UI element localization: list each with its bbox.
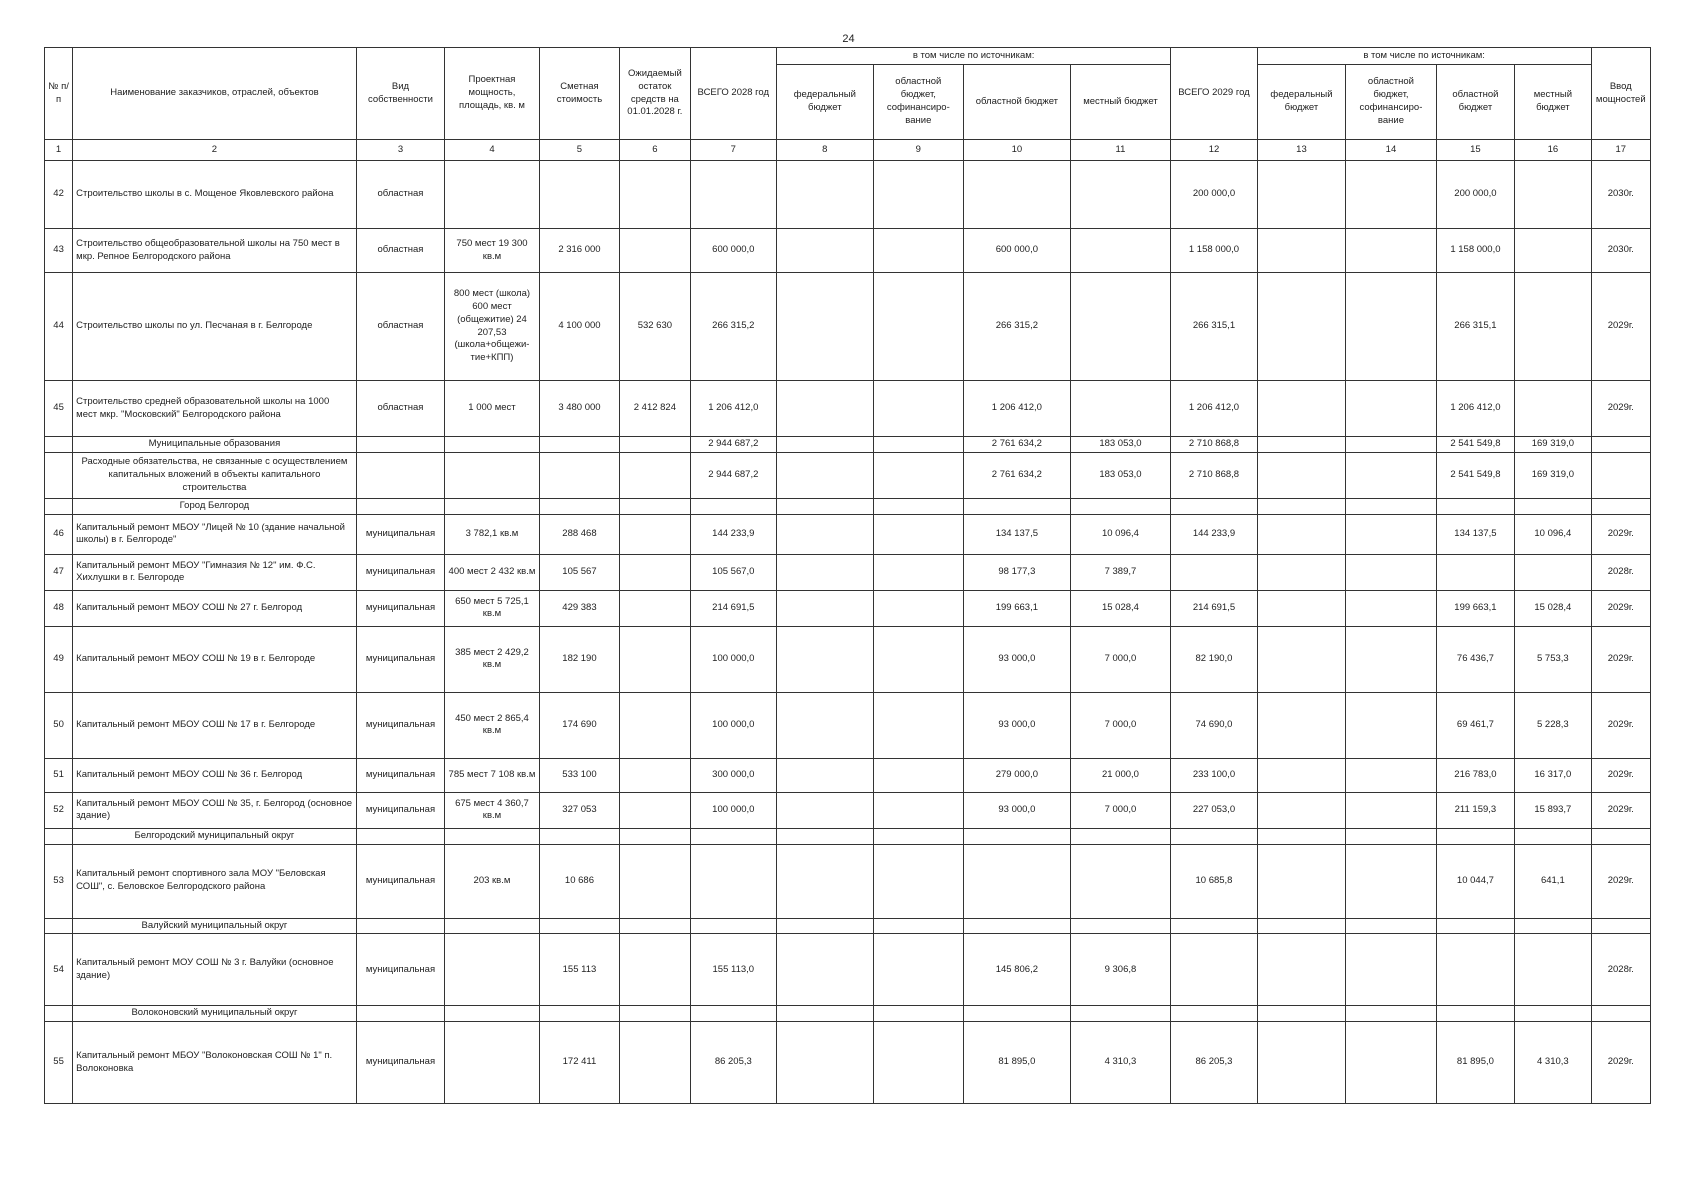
row-reg-2029: 1 158 000,0	[1436, 229, 1514, 273]
table-row	[45, 626, 1651, 692]
row-num: 42	[45, 161, 73, 229]
row-loc-2028	[1070, 229, 1171, 273]
header-fed-2028: федеральный бюджет	[777, 65, 874, 140]
row-loc-2028: 7 000,0	[1070, 692, 1171, 758]
table-row	[45, 934, 1651, 1006]
row-name: Капитальный ремонт МОУ СОШ № 3 г. Валуйки (основное здание)	[73, 934, 357, 1006]
row-total-2028: 300 000,0	[690, 758, 776, 792]
row-total-2029: 1 206 412,0	[1171, 381, 1257, 437]
header-cofin-2029: областной бюджет, софинансиро-вание	[1346, 65, 1437, 140]
row-commission: 2030г.	[1591, 161, 1650, 229]
row-cost: 288 468	[539, 514, 619, 554]
row-remaining	[620, 229, 690, 273]
header-total-2028: ВСЕГО 2028 год	[690, 48, 776, 140]
row-reg-2028: 134 137,5	[964, 514, 1071, 554]
row-remaining	[620, 1022, 690, 1104]
row-name: Строительство школы по ул. Песчаная в г. Белгороде	[73, 273, 357, 381]
group-label: Валуйский муниципальный округ	[73, 918, 357, 934]
row-reg-2028: 145 806,2	[964, 934, 1071, 1006]
row-total-2029: 74 690,0	[1171, 692, 1257, 758]
subtotal-label: Расходные обязательства, не связанные с осуществлением капитальных вложений в объекты капитального строительства	[73, 453, 357, 499]
row-loc-2028: 4 310,3	[1070, 1022, 1171, 1104]
row-name: Капитальный ремонт МБОУ "Лицей № 10 (здание начальной школы) в г. Белгороде"	[73, 514, 357, 554]
row-reg-2029: 199 663,1	[1436, 590, 1514, 626]
row-total-2028: 105 567,0	[690, 554, 776, 590]
row-ownership: муниципальная	[356, 758, 444, 792]
col-number: 7	[690, 140, 776, 161]
row-reg-2028	[964, 161, 1071, 229]
row-remaining	[620, 554, 690, 590]
row-reg-2028: 93 000,0	[964, 692, 1071, 758]
row-capacity	[445, 934, 540, 1006]
row-reg-2028	[964, 844, 1071, 918]
col-number: 10	[964, 140, 1071, 161]
header-sources-2028: в том числе по источникам:	[777, 48, 1171, 65]
col-number: 13	[1257, 140, 1345, 161]
row-name: Капитальный ремонт спортивного зала МОУ "Беловская СОШ", с. Беловское Белгородского района	[73, 844, 357, 918]
row-reg-2029: 211 159,3	[1436, 792, 1514, 828]
row-cost: 533 100	[539, 758, 619, 792]
row-capacity: 675 мест 4 360,7 кв.м	[445, 792, 540, 828]
row-capacity: 800 мест (школа) 600 мест (общежитие) 24 207,53 (школа+общежи-тие+КПП)	[445, 273, 540, 381]
row-fed-2028	[777, 229, 874, 273]
row-commission: 2029г.	[1591, 626, 1650, 692]
row-num: 52	[45, 792, 73, 828]
table-row	[45, 844, 1651, 918]
row-loc-2028: 7 000,0	[1070, 626, 1171, 692]
row-num: 51	[45, 758, 73, 792]
row-total-2028: 144 233,9	[690, 514, 776, 554]
row-capacity: 1 000 мест	[445, 381, 540, 437]
table-row	[45, 758, 1651, 792]
row-capacity: 3 782,1 кв.м	[445, 514, 540, 554]
row-cost: 172 411	[539, 1022, 619, 1104]
row-name: Капитальный ремонт МБОУ СОШ № 35, г. Белгород (основное здание)	[73, 792, 357, 828]
row-reg-2029	[1436, 554, 1514, 590]
row-num: 53	[45, 844, 73, 918]
row-loc-2029	[1515, 554, 1591, 590]
row-reg-2028: 1 206 412,0	[964, 381, 1071, 437]
header-cost: Сметная стоимость	[539, 48, 619, 140]
row-reg-2028: 600 000,0	[964, 229, 1071, 273]
table-row	[45, 381, 1651, 437]
col-number: 16	[1515, 140, 1591, 161]
row-total-2029: 10 685,8	[1171, 844, 1257, 918]
budget-table	[44, 47, 1651, 1104]
row-commission: 2029г.	[1591, 514, 1650, 554]
group-header-row	[45, 499, 1651, 515]
table-row	[45, 692, 1651, 758]
row-reg-2029: 266 315,1	[1436, 273, 1514, 381]
table-row	[45, 1022, 1651, 1104]
row-loc-2029: 4 310,3	[1515, 1022, 1591, 1104]
row-commission: 2029г.	[1591, 792, 1650, 828]
row-total-2028	[690, 844, 776, 918]
row-commission: 2029г.	[1591, 381, 1650, 437]
col-number: 8	[777, 140, 874, 161]
row-ownership: муниципальная	[356, 554, 444, 590]
header-loc-2028: местный бюджет	[1070, 65, 1171, 140]
row-cofin-2028	[873, 161, 964, 229]
row-cost: 429 383	[539, 590, 619, 626]
table-row	[45, 554, 1651, 590]
subtotal-loc-2029: 169 319,0	[1515, 453, 1591, 499]
row-reg-2028: 279 000,0	[964, 758, 1071, 792]
subtotal-total-2028: 2 944 687,2	[690, 437, 776, 453]
row-reg-2028: 93 000,0	[964, 626, 1071, 692]
row-total-2029: 214 691,5	[1171, 590, 1257, 626]
row-num: 49	[45, 626, 73, 692]
row-total-2028: 100 000,0	[690, 792, 776, 828]
row-name: Капитальный ремонт МБОУ СОШ № 19 в г. Белгороде	[73, 626, 357, 692]
subtotal-label: Муниципальные образования	[73, 437, 357, 453]
row-total-2028: 100 000,0	[690, 626, 776, 692]
col-number: 2	[73, 140, 357, 161]
row-cost: 105 567	[539, 554, 619, 590]
row-remaining: 2 412 824	[620, 381, 690, 437]
row-total-2028	[690, 161, 776, 229]
col-number: 3	[356, 140, 444, 161]
subtotal-loc-2029: 169 319,0	[1515, 437, 1591, 453]
header-capacity: Проектная мощность, площадь, кв. м	[445, 48, 540, 140]
col-number: 5	[539, 140, 619, 161]
row-cost: 10 686	[539, 844, 619, 918]
row-commission: 2029г.	[1591, 758, 1650, 792]
row-remaining	[620, 161, 690, 229]
subtotal-reg-2028: 2 761 634,2	[964, 453, 1071, 499]
row-reg-2029: 69 461,7	[1436, 692, 1514, 758]
table-row	[45, 229, 1651, 273]
row-ownership: областная	[356, 273, 444, 381]
row-cofin-2028	[873, 381, 964, 437]
row-ownership: муниципальная	[356, 844, 444, 918]
row-cost: 327 053	[539, 792, 619, 828]
row-num: 55	[45, 1022, 73, 1104]
header-reg-2029: областной бюджет	[1436, 65, 1514, 140]
row-cost: 3 480 000	[539, 381, 619, 437]
subtotal-loc-2028: 183 053,0	[1070, 453, 1171, 499]
group-label: Белгородский муниципальный округ	[73, 828, 357, 844]
row-capacity: 785 мест 7 108 кв.м	[445, 758, 540, 792]
row-total-2029: 86 205,3	[1171, 1022, 1257, 1104]
row-capacity: 750 мест 19 300 кв.м	[445, 229, 540, 273]
row-loc-2029: 15 028,4	[1515, 590, 1591, 626]
row-remaining	[620, 692, 690, 758]
row-reg-2029: 1 206 412,0	[1436, 381, 1514, 437]
col-number: 14	[1346, 140, 1437, 161]
row-total-2029: 266 315,1	[1171, 273, 1257, 381]
row-total-2029: 144 233,9	[1171, 514, 1257, 554]
header-reg-2028: областной бюджет	[964, 65, 1071, 140]
row-reg-2029: 10 044,7	[1436, 844, 1514, 918]
row-commission: 2029г.	[1591, 844, 1650, 918]
header-total-2029: ВСЕГО 2029 год	[1171, 48, 1257, 140]
row-name: Строительство общеобразовательной школы на 750 мест в мкр. Репное Белгородского района	[73, 229, 357, 273]
row-name: Строительство школы в с. Мощеное Яковлевского района	[73, 161, 357, 229]
row-ownership: муниципальная	[356, 590, 444, 626]
page-number: 24	[842, 33, 855, 45]
header-name: Наименование заказчиков, отраслей, объектов	[73, 48, 357, 140]
group-label: Волоконовский муниципальный округ	[73, 1006, 357, 1022]
row-cost: 4 100 000	[539, 273, 619, 381]
row-reg-2029: 200 000,0	[1436, 161, 1514, 229]
row-loc-2028: 21 000,0	[1070, 758, 1171, 792]
table-row	[45, 514, 1651, 554]
col-number: 9	[873, 140, 964, 161]
row-total-2028: 86 205,3	[690, 1022, 776, 1104]
row-cofin-2029	[1346, 161, 1437, 229]
row-loc-2028	[1070, 273, 1171, 381]
row-commission: 2028г.	[1591, 934, 1650, 1006]
table-row	[45, 273, 1651, 381]
row-total-2029	[1171, 934, 1257, 1006]
row-total-2028: 266 315,2	[690, 273, 776, 381]
row-cost	[539, 161, 619, 229]
row-ownership: муниципальная	[356, 1022, 444, 1104]
row-cofin-2028	[873, 273, 964, 381]
row-capacity: 203 кв.м	[445, 844, 540, 918]
row-loc-2029: 641,1	[1515, 844, 1591, 918]
row-ownership: муниципальная	[356, 934, 444, 1006]
row-ownership: муниципальная	[356, 792, 444, 828]
row-loc-2028: 7 000,0	[1070, 792, 1171, 828]
row-capacity	[445, 1022, 540, 1104]
row-remaining	[620, 758, 690, 792]
row-total-2028: 100 000,0	[690, 692, 776, 758]
row-total-2028: 1 206 412,0	[690, 381, 776, 437]
header-num: № п/п	[45, 48, 73, 140]
row-remaining	[620, 934, 690, 1006]
col-number: 4	[445, 140, 540, 161]
row-total-2029: 82 190,0	[1171, 626, 1257, 692]
row-name: Строительство средней образовательной школы на 1000 мест мкр. "Московский" Белгородского района	[73, 381, 357, 437]
row-ownership: областная	[356, 161, 444, 229]
row-loc-2029: 5 228,3	[1515, 692, 1591, 758]
subtotal-total-2029: 2 710 868,8	[1171, 453, 1257, 499]
row-commission: 2029г.	[1591, 273, 1650, 381]
row-name: Капитальный ремонт МБОУ "Волоконовская СОШ № 1" п. Волоконовка	[73, 1022, 357, 1104]
row-commission: 2030г.	[1591, 229, 1650, 273]
row-loc-2029	[1515, 381, 1591, 437]
row-remaining: 532 630	[620, 273, 690, 381]
row-fed-2028	[777, 381, 874, 437]
col-number: 17	[1591, 140, 1650, 161]
row-loc-2029	[1515, 273, 1591, 381]
row-cost: 174 690	[539, 692, 619, 758]
row-remaining	[620, 590, 690, 626]
row-fed-2028	[777, 273, 874, 381]
row-fed-2029	[1257, 273, 1345, 381]
header-commission: Ввод мощностей	[1591, 48, 1650, 140]
header-fed-2029: федеральный бюджет	[1257, 65, 1345, 140]
row-total-2029: 200 000,0	[1171, 161, 1257, 229]
header-sources-2029: в том числе по источникам:	[1257, 48, 1591, 65]
row-remaining	[620, 844, 690, 918]
row-ownership: муниципальная	[356, 692, 444, 758]
header-remaining: Ожидаемый остаток средств на 01.01.2028 г.	[620, 48, 690, 140]
group-header-row	[45, 918, 1651, 934]
row-loc-2029: 5 753,3	[1515, 626, 1591, 692]
row-loc-2028	[1070, 381, 1171, 437]
row-reg-2028: 199 663,1	[964, 590, 1071, 626]
row-loc-2029	[1515, 229, 1591, 273]
row-loc-2029: 15 893,7	[1515, 792, 1591, 828]
row-cofin-2028	[873, 229, 964, 273]
row-loc-2028: 10 096,4	[1070, 514, 1171, 554]
row-remaining	[620, 792, 690, 828]
row-reg-2028: 81 895,0	[964, 1022, 1071, 1104]
row-num: 48	[45, 590, 73, 626]
row-total-2029: 1 158 000,0	[1171, 229, 1257, 273]
row-ownership: муниципальная	[356, 514, 444, 554]
row-fed-2029	[1257, 381, 1345, 437]
row-total-2029: 233 100,0	[1171, 758, 1257, 792]
row-reg-2028: 266 315,2	[964, 273, 1071, 381]
row-loc-2029	[1515, 161, 1591, 229]
row-loc-2028: 9 306,8	[1070, 934, 1171, 1006]
row-num: 46	[45, 514, 73, 554]
row-reg-2029: 76 436,7	[1436, 626, 1514, 692]
row-total-2028: 600 000,0	[690, 229, 776, 273]
row-cofin-2029	[1346, 381, 1437, 437]
row-reg-2028: 93 000,0	[964, 792, 1071, 828]
row-fed-2029	[1257, 229, 1345, 273]
subtotal-reg-2028: 2 761 634,2	[964, 437, 1071, 453]
row-remaining	[620, 626, 690, 692]
col-number: 1	[45, 140, 73, 161]
group-label: Город Белгород	[73, 499, 357, 515]
col-number: 12	[1171, 140, 1257, 161]
row-cost: 2 316 000	[539, 229, 619, 273]
row-capacity	[445, 161, 540, 229]
row-commission: 2029г.	[1591, 1022, 1650, 1104]
row-cost: 155 113	[539, 934, 619, 1006]
header-loc-2029: местный бюджет	[1515, 65, 1591, 140]
row-commission: 2028г.	[1591, 554, 1650, 590]
subtotal-loc-2028: 183 053,0	[1070, 437, 1171, 453]
row-num: 44	[45, 273, 73, 381]
row-num: 47	[45, 554, 73, 590]
col-number: 11	[1070, 140, 1171, 161]
row-reg-2029: 81 895,0	[1436, 1022, 1514, 1104]
table-row	[45, 590, 1651, 626]
row-ownership: областная	[356, 229, 444, 273]
row-commission: 2029г.	[1591, 692, 1650, 758]
row-ownership: муниципальная	[356, 626, 444, 692]
row-total-2028: 155 113,0	[690, 934, 776, 1006]
row-num: 43	[45, 229, 73, 273]
row-fed-2029	[1257, 161, 1345, 229]
row-loc-2029	[1515, 934, 1591, 1006]
row-capacity: 650 мест 5 725,1 кв.м	[445, 590, 540, 626]
row-loc-2029: 10 096,4	[1515, 514, 1591, 554]
subtotal-total-2029: 2 710 868,8	[1171, 437, 1257, 453]
row-total-2029	[1171, 554, 1257, 590]
row-fed-2028	[777, 161, 874, 229]
row-cost: 182 190	[539, 626, 619, 692]
subtotal-reg-2029: 2 541 549,8	[1436, 453, 1514, 499]
col-number: 6	[620, 140, 690, 161]
row-cofin-2029	[1346, 273, 1437, 381]
row-num: 54	[45, 934, 73, 1006]
subtotal-row	[45, 453, 1651, 499]
subtotal-row	[45, 437, 1651, 453]
row-loc-2028	[1070, 844, 1171, 918]
header-ownership: Вид собственности	[356, 48, 444, 140]
col-number: 15	[1436, 140, 1514, 161]
table-row	[45, 161, 1651, 229]
row-loc-2028	[1070, 161, 1171, 229]
row-reg-2028: 98 177,3	[964, 554, 1071, 590]
row-loc-2029: 16 317,0	[1515, 758, 1591, 792]
row-loc-2028: 15 028,4	[1070, 590, 1171, 626]
row-loc-2028: 7 389,7	[1070, 554, 1171, 590]
header-cofin-2028: областной бюджет, софинансиро-вание	[873, 65, 964, 140]
row-reg-2029: 134 137,5	[1436, 514, 1514, 554]
row-total-2029: 227 053,0	[1171, 792, 1257, 828]
row-num: 50	[45, 692, 73, 758]
row-name: Капитальный ремонт МБОУ СОШ № 17 в г. Белгороде	[73, 692, 357, 758]
row-total-2028: 214 691,5	[690, 590, 776, 626]
row-num: 45	[45, 381, 73, 437]
row-commission: 2029г.	[1591, 590, 1650, 626]
row-cofin-2029	[1346, 229, 1437, 273]
table-row	[45, 792, 1651, 828]
row-capacity: 385 мест 2 429,2 кв.м	[445, 626, 540, 692]
row-reg-2029	[1436, 934, 1514, 1006]
row-remaining	[620, 514, 690, 554]
group-header-row	[45, 1006, 1651, 1022]
row-name: Капитальный ремонт МБОУ СОШ № 27 г. Белгород	[73, 590, 357, 626]
row-ownership: областная	[356, 381, 444, 437]
row-reg-2029: 216 783,0	[1436, 758, 1514, 792]
row-name: Капитальный ремонт МБОУ "Гимназия № 12" им. Ф.С. Хихлушки в г. Белгороде	[73, 554, 357, 590]
row-capacity: 400 мест 2 432 кв.м	[445, 554, 540, 590]
row-capacity: 450 мест 2 865,4 кв.м	[445, 692, 540, 758]
row-name: Капитальный ремонт МБОУ СОШ № 36 г. Белгород	[73, 758, 357, 792]
group-header-row	[45, 828, 1651, 844]
subtotal-total-2028: 2 944 687,2	[690, 453, 776, 499]
subtotal-reg-2029: 2 541 549,8	[1436, 437, 1514, 453]
